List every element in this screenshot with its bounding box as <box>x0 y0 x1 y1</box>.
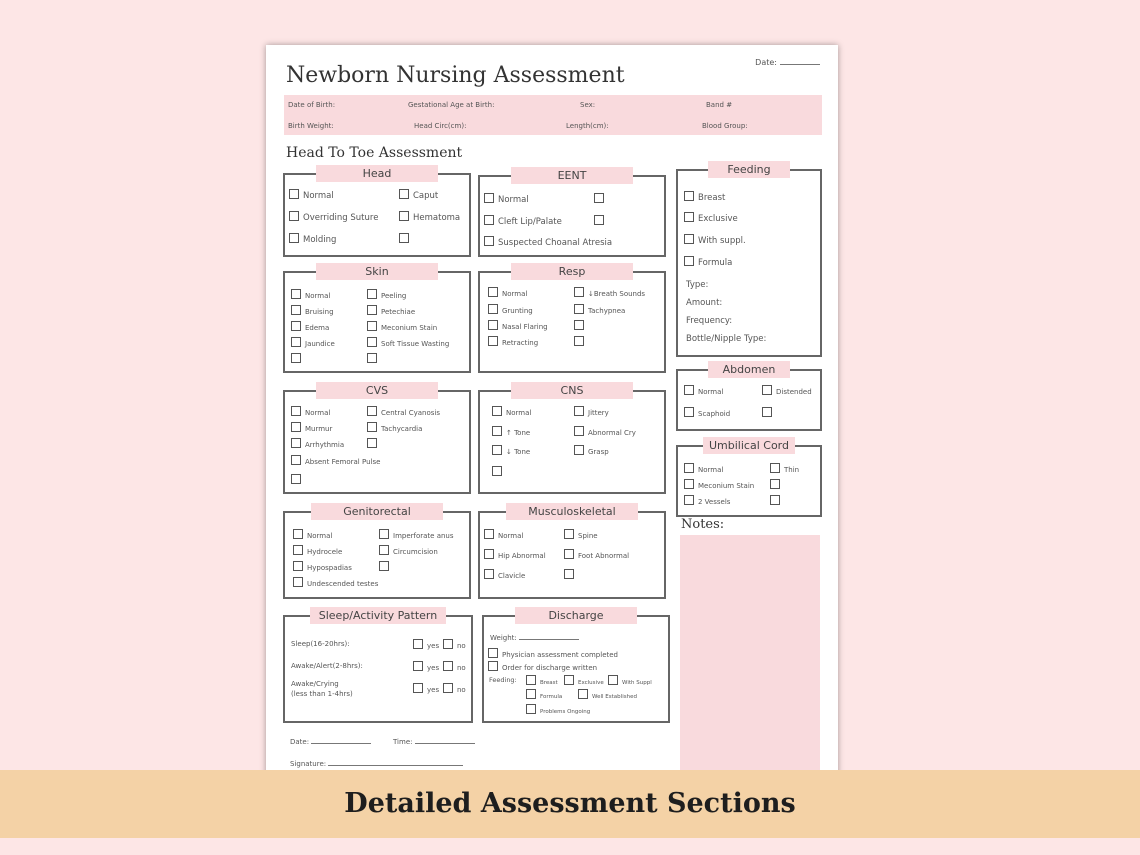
notes-area[interactable] <box>680 535 820 775</box>
checkbox-item[interactable]: Exclusive <box>684 212 738 225</box>
checkbox-item[interactable]: Normal <box>291 289 330 302</box>
checkbox-item[interactable]: Molding <box>289 233 336 246</box>
cns-section <box>478 384 666 494</box>
checkbox[interactable] <box>574 426 584 436</box>
checkbox-item[interactable]: Distended <box>762 385 812 398</box>
checkbox[interactable] <box>564 529 574 539</box>
checkbox-item[interactable] <box>594 215 608 228</box>
yes-option[interactable]: yes <box>413 683 439 696</box>
checkbox[interactable] <box>564 675 574 685</box>
no-option[interactable]: no <box>443 639 466 652</box>
checkbox[interactable] <box>770 479 780 489</box>
checkbox-item[interactable]: Order for discharge written <box>488 661 597 674</box>
checkbox-item[interactable]: Normal <box>291 406 330 419</box>
checkbox[interactable] <box>488 648 498 658</box>
checkbox-item[interactable]: Hematoma <box>399 211 460 224</box>
checkbox-item[interactable]: Jaundice <box>291 337 335 350</box>
resp-section <box>478 265 666 373</box>
checkbox-item[interactable]: Normal <box>293 529 332 542</box>
checkbox[interactable] <box>526 704 536 714</box>
checkbox[interactable] <box>379 561 389 571</box>
checkbox-item[interactable]: With suppl. <box>684 234 746 247</box>
checkbox-item[interactable]: Scaphoid <box>684 407 730 420</box>
dob-field[interactable]: Date of Birth: <box>288 101 336 109</box>
checkbox[interactable] <box>492 445 502 455</box>
checkbox[interactable] <box>413 683 423 693</box>
checkbox[interactable] <box>762 385 772 395</box>
checkbox-item[interactable] <box>367 438 381 451</box>
checkbox-item[interactable]: Breast <box>684 191 725 204</box>
checkbox[interactable] <box>293 561 303 571</box>
resp-title: Resp <box>511 263 633 280</box>
sleep-activity-section <box>283 609 473 723</box>
checkbox-item[interactable]: Caput <box>399 189 438 202</box>
sex-field[interactable]: Sex: <box>580 101 596 109</box>
checkbox[interactable] <box>291 406 301 416</box>
checkbox-item[interactable]: Breast <box>526 675 558 689</box>
feeding-type-field[interactable]: Type: <box>686 280 709 290</box>
checkbox[interactable] <box>291 337 301 347</box>
no-option[interactable]: no <box>443 683 466 696</box>
checkbox-item[interactable]: Meconium Stain <box>684 479 754 492</box>
head-circ-field[interactable]: Head Circ(cm): <box>414 122 467 130</box>
no-option[interactable]: no <box>443 661 466 674</box>
checkbox-item[interactable] <box>291 474 305 487</box>
checkbox-item[interactable]: Well Established <box>578 689 637 703</box>
checkbox-item[interactable]: Cleft Lip/Palate <box>484 215 562 228</box>
skin-section <box>283 265 471 373</box>
checkbox[interactable] <box>684 479 694 489</box>
checkbox[interactable] <box>564 549 574 559</box>
weight-field[interactable]: Weight: <box>490 633 579 644</box>
checkbox[interactable] <box>574 287 584 297</box>
cns-title: CNS <box>511 382 633 399</box>
checkbox[interactable] <box>443 683 453 693</box>
checkbox[interactable] <box>488 304 498 314</box>
checkbox-item[interactable] <box>367 353 381 366</box>
yes-option[interactable]: yes <box>413 661 439 674</box>
checkbox-item[interactable]: Normal <box>492 406 531 419</box>
checkbox-item[interactable]: Nasal Flaring <box>488 320 548 333</box>
checkbox[interactable] <box>574 445 584 455</box>
checkbox-item[interactable]: Soft Tissue Wasting <box>367 337 449 350</box>
checkbox[interactable] <box>488 661 498 671</box>
checkbox[interactable] <box>443 661 453 671</box>
checkbox-item[interactable]: Peeling <box>367 289 406 302</box>
checkbox[interactable] <box>488 287 498 297</box>
checkbox-item[interactable] <box>564 569 578 582</box>
checkbox-item[interactable]: Spine <box>564 529 598 542</box>
checkbox[interactable] <box>484 193 494 203</box>
discharge-title: Discharge <box>515 607 637 624</box>
feeding-frequency-field[interactable]: Frequency: <box>686 316 733 326</box>
checkbox[interactable] <box>291 422 301 432</box>
notes-label: Notes: <box>681 517 725 532</box>
eent-section <box>478 169 666 257</box>
musculoskeletal-title: Musculoskeletal <box>506 503 638 520</box>
checkbox[interactable] <box>367 305 377 315</box>
awake-crying-sub: (less than 1-4hrs) <box>291 690 353 698</box>
checkbox-item[interactable]: Murmur <box>291 422 332 435</box>
cvs-section <box>283 384 471 494</box>
bottom-date-field[interactable]: Date: <box>290 737 371 748</box>
checkbox[interactable] <box>367 406 377 416</box>
checkbox-item[interactable] <box>399 233 413 246</box>
checkbox-item[interactable] <box>594 193 608 206</box>
checkbox-item[interactable]: Abnormal Cry <box>574 426 636 439</box>
blood-group-field[interactable]: Blood Group: <box>702 122 748 130</box>
checkbox[interactable] <box>608 675 618 685</box>
feeding-section <box>676 163 822 357</box>
checkbox[interactable] <box>289 189 299 199</box>
checkbox[interactable] <box>684 191 694 201</box>
signature-field[interactable]: Signature: <box>290 759 463 770</box>
birth-weight-field[interactable]: Birth Weight: <box>288 122 334 130</box>
checkbox[interactable] <box>492 406 502 416</box>
checkbox[interactable] <box>399 189 409 199</box>
skin-title: Skin <box>316 263 438 280</box>
checkbox[interactable] <box>526 675 536 685</box>
caption-text: Detailed Assessment Sections <box>344 788 796 819</box>
checkbox[interactable] <box>594 193 604 203</box>
checkbox-item[interactable] <box>762 407 776 420</box>
checkbox[interactable] <box>399 233 409 243</box>
checkbox-item[interactable] <box>291 353 305 366</box>
checkbox[interactable] <box>367 321 377 331</box>
checkbox-item[interactable]: Problems Ongoing <box>526 704 590 718</box>
checkbox[interactable] <box>684 256 694 266</box>
head-title: Head <box>316 165 438 182</box>
umbilical-cord-section <box>676 439 822 517</box>
musculoskeletal-section <box>478 505 666 599</box>
checkbox[interactable] <box>684 212 694 222</box>
checkbox-item[interactable] <box>770 479 784 492</box>
checkbox[interactable] <box>684 385 694 395</box>
checkbox[interactable] <box>574 304 584 314</box>
band-field[interactable]: Band # <box>706 101 733 109</box>
checkbox-item[interactable] <box>770 495 784 508</box>
awake-crying-label: Awake/Crying <box>291 680 339 688</box>
checkbox-item[interactable]: Physician assessment completed <box>488 648 618 661</box>
checkbox[interactable] <box>684 407 694 417</box>
checkbox[interactable] <box>293 577 303 587</box>
checkbox[interactable] <box>289 211 299 221</box>
awake-alert-label: Awake/Alert(2-8hrs): <box>291 662 363 670</box>
checkbox-item[interactable]: Undescended testes <box>293 577 378 590</box>
checkbox[interactable] <box>399 211 409 221</box>
checkbox-item[interactable]: Tachypnea <box>574 304 625 317</box>
page-title: Newborn Nursing Assessment <box>286 63 625 88</box>
checkbox[interactable] <box>484 215 494 225</box>
cvs-title: CVS <box>316 382 438 399</box>
checkbox[interactable] <box>492 426 502 436</box>
checkbox-item[interactable]: Meconium Stain <box>367 321 437 334</box>
checkbox[interactable] <box>413 661 423 671</box>
sleep-title: Sleep/Activity Pattern <box>310 607 446 624</box>
checkbox[interactable] <box>367 337 377 347</box>
genitorectal-title: Genitorectal <box>311 503 443 520</box>
checkbox[interactable] <box>574 406 584 416</box>
checkbox-item[interactable]: Normal <box>484 193 529 206</box>
checkbox-item[interactable]: Arrhythmia <box>291 438 344 451</box>
checkbox[interactable] <box>770 495 780 505</box>
checkbox[interactable] <box>291 305 301 315</box>
yes-option[interactable]: yes <box>413 639 439 652</box>
checkbox-item[interactable] <box>379 561 393 574</box>
checkbox[interactable] <box>488 336 498 346</box>
checkbox[interactable] <box>413 639 423 649</box>
checkbox[interactable] <box>379 529 389 539</box>
checkbox[interactable] <box>484 569 494 579</box>
checkbox-item[interactable]: Hydrocele <box>293 545 342 558</box>
checkbox-item[interactable]: Suspected Choanal Atresia <box>484 236 612 249</box>
checkbox[interactable] <box>594 215 604 225</box>
checkbox[interactable] <box>484 549 494 559</box>
checkbox[interactable] <box>484 529 494 539</box>
umbilical-title: Umbilical Cord <box>703 437 795 454</box>
checkbox[interactable] <box>289 233 299 243</box>
checkbox-item[interactable] <box>574 336 588 349</box>
checkbox[interactable] <box>526 689 536 699</box>
checkbox-item[interactable]: Normal <box>488 287 527 300</box>
checkbox[interactable] <box>492 466 502 476</box>
checkbox[interactable] <box>770 463 780 473</box>
checkbox[interactable] <box>291 438 301 448</box>
checkbox[interactable] <box>367 353 377 363</box>
checkbox-item[interactable]: 2 Vessels <box>684 495 730 508</box>
checkbox-item[interactable]: Thin <box>770 463 799 476</box>
checkbox-item[interactable]: Normal <box>684 463 723 476</box>
caption-banner <box>0 770 1140 838</box>
checkbox-item[interactable]: Jittery <box>574 406 609 419</box>
checkbox-item[interactable]: Bruising <box>291 305 334 318</box>
discharge-section <box>482 609 670 723</box>
checkbox-item[interactable]: ↓Breath Sounds <box>574 287 645 300</box>
checkbox-item[interactable]: Tachycardia <box>367 422 422 435</box>
checkbox-item[interactable]: Imperforate anus <box>379 529 454 542</box>
checkbox[interactable] <box>574 320 584 330</box>
feeding-amount-field[interactable]: Amount: <box>686 298 723 308</box>
checkbox[interactable] <box>291 474 301 484</box>
checkbox-item[interactable]: ↑ Tone <box>492 426 530 439</box>
date-field[interactable]: Date: <box>755 58 820 67</box>
checkbox[interactable] <box>291 455 301 465</box>
checkbox[interactable] <box>684 463 694 473</box>
eent-title: EENT <box>511 167 633 184</box>
checkbox-item[interactable]: Edema <box>291 321 329 334</box>
head-section <box>283 167 471 257</box>
abdomen-section <box>676 363 822 431</box>
checkbox[interactable] <box>762 407 772 417</box>
checkbox-item[interactable]: Grasp <box>574 445 609 458</box>
checkbox-item[interactable]: Formula <box>526 689 562 703</box>
checkbox-item[interactable]: Normal <box>484 529 523 542</box>
nipple-type-field[interactable]: Bottle/Nipple Type: <box>686 334 767 344</box>
checkbox-item[interactable]: Circumcision <box>379 545 438 558</box>
checkbox[interactable] <box>574 336 584 346</box>
bottom-time-field[interactable]: Time: <box>393 737 475 748</box>
feeding-title: Feeding <box>708 161 790 178</box>
checkbox-item[interactable]: Grunting <box>488 304 533 317</box>
checkbox[interactable] <box>291 353 301 363</box>
checkbox-item[interactable]: Central Cyanosis <box>367 406 440 419</box>
checkbox[interactable] <box>488 320 498 330</box>
checkbox[interactable] <box>443 639 453 649</box>
checkbox-item[interactable]: Formula <box>684 256 732 269</box>
checkbox-item[interactable]: Petechiae <box>367 305 415 318</box>
checkbox[interactable] <box>484 236 494 246</box>
checkbox-item[interactable] <box>574 320 588 333</box>
patient-info-band <box>284 95 822 135</box>
checkbox-item[interactable]: Hypospadias <box>293 561 352 574</box>
checkbox-item[interactable]: ↓ Tone <box>492 445 530 458</box>
checkbox[interactable] <box>291 289 301 299</box>
gest-age-field[interactable]: Gestational Age at Birth: <box>408 101 495 109</box>
checkbox[interactable] <box>379 545 389 555</box>
checkbox[interactable] <box>367 422 377 432</box>
checkbox[interactable] <box>564 569 574 579</box>
checkbox[interactable] <box>684 234 694 244</box>
checkbox-item[interactable]: Retracting <box>488 336 538 349</box>
section-heading: Head To Toe Assessment <box>286 145 463 161</box>
checkbox[interactable] <box>291 321 301 331</box>
abdomen-title: Abdomen <box>708 361 790 378</box>
assessment-sheet <box>266 45 838 785</box>
checkbox-item[interactable]: Overriding Suture <box>289 211 378 224</box>
sleep-label: Sleep(16-20hrs): <box>291 640 350 648</box>
checkbox-item[interactable]: Exclusive <box>564 675 604 689</box>
checkbox-item[interactable]: Clavicle <box>484 569 525 582</box>
checkbox[interactable] <box>367 438 377 448</box>
discharge-feeding-label: Feeding: <box>489 676 517 684</box>
length-field[interactable]: Length(cm): <box>566 122 609 130</box>
genitorectal-section <box>283 505 471 599</box>
checkbox[interactable] <box>367 289 377 299</box>
checkbox-item[interactable]: With Suppl <box>608 675 652 689</box>
checkbox-item[interactable]: Normal <box>289 189 334 202</box>
checkbox[interactable] <box>684 495 694 505</box>
checkbox[interactable] <box>293 545 303 555</box>
checkbox[interactable] <box>578 689 588 699</box>
checkbox-item[interactable]: Normal <box>684 385 723 398</box>
checkbox-item[interactable]: Hip Abnormal <box>484 549 546 562</box>
checkbox-item[interactable] <box>492 466 506 479</box>
checkbox-item[interactable]: Foot Abnormal <box>564 549 629 562</box>
checkbox[interactable] <box>293 529 303 539</box>
checkbox-item[interactable]: Absent Femoral Pulse <box>291 455 380 468</box>
